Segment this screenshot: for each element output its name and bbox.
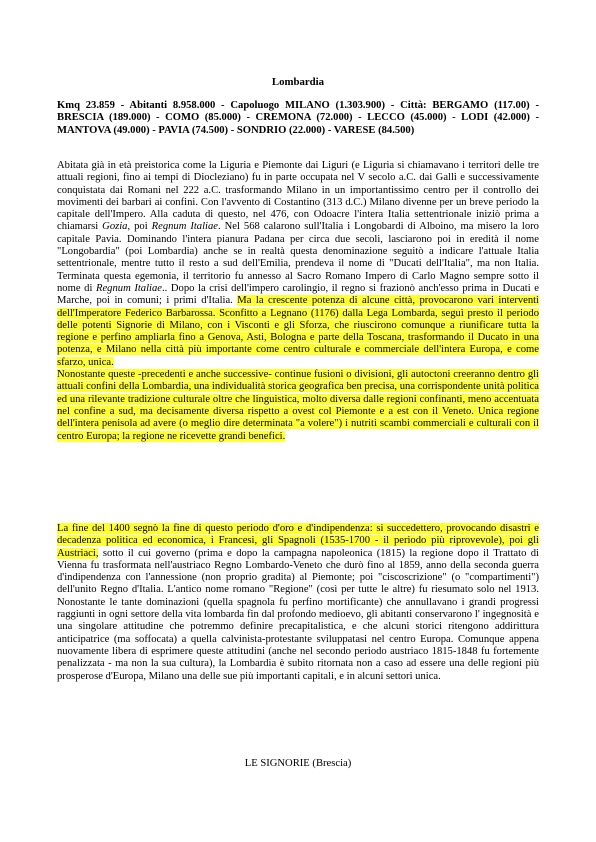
highlighted-text: La fine del 1400 segnò la fine di questo periodo d'oro e d'indipendenza: si succedettero, provocando disastri e decadenza politica ed economica, i Francesi, gli Spagnoli (1535-1700 - il periodo più riprovevole), poi gli Austriaci, xyxy=(57,523,539,559)
paragraph-dominations xyxy=(57,523,539,683)
text-run: sotto il cui governo (prima e dopo la campagna napoleonica (1815) la regione dopo il Trattato di Vienna fu trasformata nell'austriaco Regno Lombardo-Veneto che durò fino al 1859, anno della seconda guerra d'indipendenza con l'annessione (non proprio gradita) al Piemonte; poi "ciscoscrizione" (o "compartimenti") dell'unito Regno d'Italia. L'antico nome romano "Regione" (così per tutte le altre) fu riesumato solo nel 1913. Nonostante le tante dominazioni (quella spagnola fu perfino mortificante) che annullavano i grandi progressi raggiunti in ogni settore della vita lombarda fin dal profondo medioevo, gli abitanti conservarono l' ingegnosità e una singolare attitudine che potremmo definire precapitalistica, e che alcuni storici ritengono addirittura anticipatrice (ma soffocata) a quella calvinista-protestante sviluppatasi nel centro Europa. Comunque appena nuovamente libera di esprimere queste attitudini (anche nel secondo periodo austriaco 1815-1848 fu fortemente penalizzata - ma non la sua cultura), la Lombardia è subito ritornata non a caso ad essere una delle regioni più prosperose d'Europa, Milano una delle sue più importanti capitali, e in alcuni settori unica. xyxy=(57,547,539,682)
italic-term-regnum-italiae: Regnum Italiae xyxy=(96,282,162,294)
highlighted-text: Ma la crescente potenza di alcune città, provocarono vari interventi dell'Imperatore Federico Barbarossa. Sconfitto a Legnano (1176) dalla Lega Lombarda, seguì presto il periodo delle potenti Signorie di Milano, con i Visconti e gli Sforza, che riuscirono comunque a riunificare tutta la regione e perfino ampliarla fino a Genova, Asti, Bologna e parte della Toscana, trasformando il Ducato in una potenza, e Milano nella città più importante come centro culturale e commerciale dell'intera Europa, e come sfarzo, unica. xyxy=(57,295,540,368)
text-run: . Nel 568 calarono sull'Italia i Longobardi di Alboino, ma misero la loro capitale Pavia. Dominando l'intera pianura Padana per circa due secoli, lasciarono poi in eredità il nome "Longobardia" (poi Lombardia) anche se in realtà questa denominazione seguitò a indicare l'attuale Italia settentrionale, mentre tutto il resto a sud dell'Emilia, prendeva il nome di "Ducati dell'Italia", ma non Italia. Terminata questa egemonia, il territorio fu annesso al Sacro Romano Impero di Carlo Magno sempre sotto il nome di xyxy=(57,221,539,294)
region-stats: Kmq 23.859 - Abitanti 8.958.000 - Capoluogo MILANO (1.303.900) - Città: BERGAMO (117.00) - BRESCIA (189.000) - COMO (85.000) - CREMONA (72.000) - LECCO (45.000) - LODI (42.000) - MANTOVA (49.000) - PAVIA (74.500) - SONDRIO (22.000) - VARESE (84.500) xyxy=(57,100,539,136)
paragraph-origins xyxy=(57,160,539,369)
text-run: .. Dopo la crisi dell'impero carolingio, il regno si frazionò anch'esso prima in Ducati e Marche, poi in comuni; i primi d'Italia. xyxy=(57,282,539,307)
italic-term-gozia: Gozia xyxy=(102,221,128,233)
highlighted-text: Nonostante queste -precedenti e anche successive- continue fusioni o divisioni, gli autoctoni creeranno dentro gli attuali confini della Lombardia, una individualità storica geografica ben precisa, una corrispondente unità politica ed una rilevante tradizione culturale oltre che linguistica, molto diversa dalle regioni confinanti, meno accentuata nel confine a sud, ma decisamente diversa rispetto a ovest col Piemonte e a est con il Veneto. Unica regione dell'intera penisola ad avere (o meglio dire determinata "a volere") i nutriti scambi commerciali e culturali con il centro Europa; la regione ne ricevette grandi benefici. xyxy=(57,369,539,442)
history-section-1 xyxy=(57,160,539,443)
section-heading-signorie: LE SIGNORIE (Brescia) xyxy=(244,758,352,769)
italic-term-regnum-italiae: Regnum Italiae xyxy=(151,221,218,233)
text-run: , poi xyxy=(127,221,152,233)
text-run: Abitata già in età preistorica come la Liguria e Piemonte dai Liguri (e Liguria si chiamavano i territori delle tre attuali regioni, fino ai tempi di Diocleziano) fu in parte occupata nel V secolo a.C. dai Galli e successivamente conquistata dai Romani nel 222 a.C. trasformando Milano in un importantissimo centro per il controllo dei movimenti dei barbari ai confini. Con l'avvento di Costantino (313 d.C.) Milano divenne per un breve periodo la capitale dell'Impero. Alla caduta di questo, nel 476, con Odoacre l'intera Italia settentrionale iniziò prima a chiamarsi xyxy=(57,160,539,233)
history-section-2 xyxy=(57,523,539,683)
paragraph-identity xyxy=(57,369,539,443)
page-title: Lombardia xyxy=(271,76,325,88)
